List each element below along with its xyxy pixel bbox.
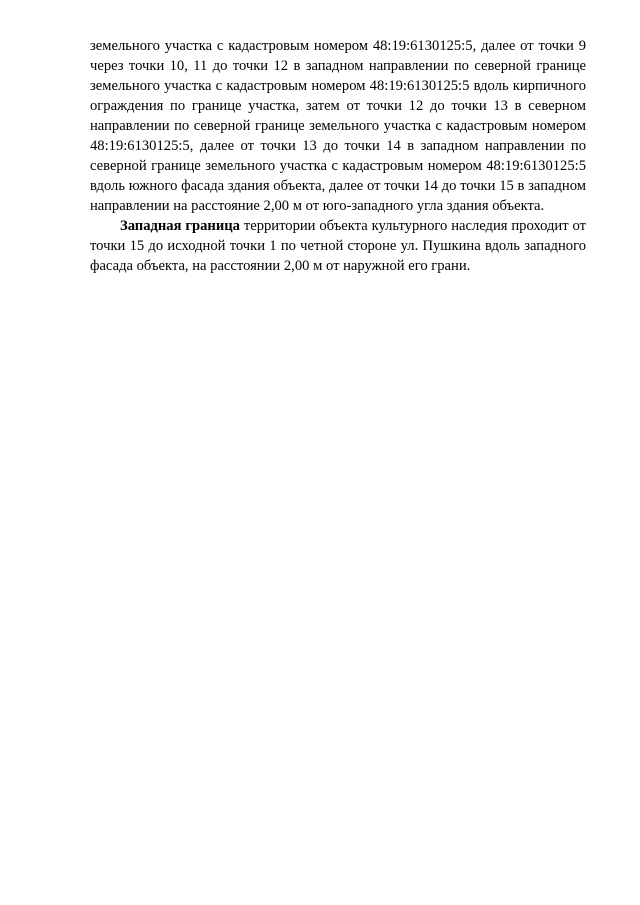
paragraph-western-boundary	[90, 216, 586, 276]
paragraph-eastern-boundary-continuation: земельного участка с кадастровым номером 48:19:6130125:5, далее от точки 9 через точки 10, 11 до точки 12 в западном направлении по северной границе земельного участка с кадастровым номером 48:19:6130125:5 вдоль кирпичного ограждения по границе участка, затем от точки 12 до точки 13 в северном направлении по северной границе земельного участка с кадастровым номером 48:19:6130125:5, далее от точки 13 до точки 14 в западном направлении по северной границе земельного участка с кадастровым номером 48:19:6130125:5 вдоль южного фасада здания объекта, далее от точки 14 до точки 15 в западном направлении на расстояние 2,00 м от юго-западного угла здания объекта.	[90, 38, 586, 214]
document-body	[90, 36, 586, 276]
western-boundary-heading: Западная граница	[120, 218, 240, 234]
western-boundary-text: территории объекта культурного наследия проходит от точки 15 до исходной точки 1 по четной стороне ул. Пушкина вдоль западного фасада объекта, на расстоянии 2,00 м от наружной его грани.	[90, 218, 586, 274]
